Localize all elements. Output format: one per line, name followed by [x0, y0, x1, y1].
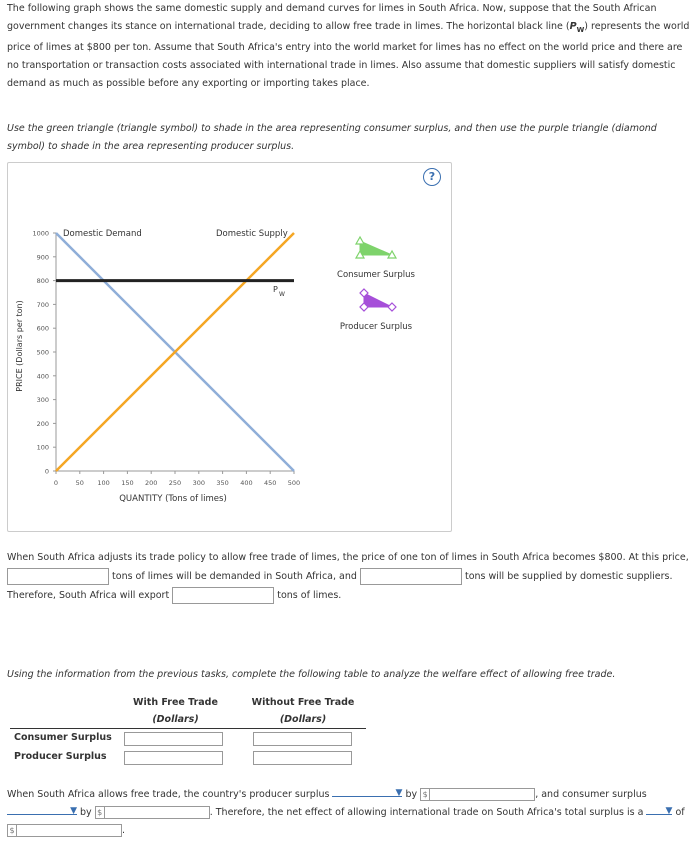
- quantity-demanded-input[interactable]: [7, 568, 109, 585]
- pw-subscript: W: [576, 25, 585, 34]
- row-consumer-surplus: Consumer Surplus: [14, 732, 112, 743]
- x-tick-label: 150: [121, 479, 134, 487]
- final-text-5: .: [122, 825, 126, 836]
- y-tick-label: 500: [36, 348, 49, 357]
- trade-paragraph: [7, 548, 692, 605]
- final-text-2: , and consumer surplus: [535, 789, 647, 800]
- cs-change-dropdown[interactable]: [7, 804, 77, 815]
- net-effect-dropdown[interactable]: [646, 804, 672, 815]
- final-paragraph: [7, 786, 697, 840]
- ps-change-input[interactable]: [429, 788, 535, 801]
- consumer-surplus-label: Consumer Surplus: [337, 270, 415, 280]
- x-tick-label: 0: [53, 479, 59, 487]
- by-label-2: by: [80, 807, 92, 818]
- x-tick-label: 400: [240, 479, 253, 487]
- x-tick-label: 350: [216, 479, 229, 487]
- x-tick-label: 250: [168, 479, 182, 487]
- col2-title: Without Free Trade: [251, 697, 355, 708]
- col2-sub: (Dollars): [279, 714, 327, 725]
- green-triangle-icon[interactable]: [360, 241, 392, 255]
- table-divider: [10, 728, 366, 729]
- pw-symbol: P: [569, 21, 577, 32]
- x-tick-label: 100: [97, 479, 110, 487]
- table-instruction: Using the information from the previous tasks, complete the following table to analyze the welfare effect of allowing free trade.: [7, 669, 616, 680]
- para2-text-3: tons will be supplied by domestic suppliers.: [464, 571, 673, 582]
- purple-diamond-icon[interactable]: [364, 293, 392, 307]
- y-tick-label: 0: [44, 467, 49, 476]
- final-text-4: of: [675, 807, 685, 818]
- intro-text-2: ) represents the world price of limes at $800 per ton. Assume that South Africa's entry into the world market for limes has no effect on the world price and there are no transportation or transaction costs associated with international trade in limes. Also assume that domestic suppliers will satisfy domestic demand as much as possible before any exporting or importing takes place.: [7, 21, 690, 89]
- col1-sub: (Dollars): [152, 714, 199, 725]
- demand-curve-label: Domestic Demand: [63, 229, 142, 239]
- export-quantity-input[interactable]: [172, 587, 274, 604]
- col-without-free-trade: [244, 694, 362, 728]
- para2-text-1: When South Africa adjusts its trade policy to allow free trade of limes, the price of one ton of limes in South Africa becomes $800. At this price,: [7, 552, 689, 563]
- ps-change-dropdown[interactable]: [332, 786, 402, 797]
- cs-change-input[interactable]: [104, 806, 210, 819]
- y-tick-label: 900: [36, 253, 49, 262]
- cs-without-trade-input[interactable]: [253, 732, 352, 746]
- y-tick-label: 700: [36, 300, 49, 309]
- ps-without-trade-input[interactable]: [253, 751, 352, 765]
- supply-demand-graph[interactable]: [8, 163, 451, 531]
- quantity-supplied-input[interactable]: [360, 568, 462, 585]
- pw-line-label: P: [273, 285, 278, 294]
- x-tick-label: 50: [75, 479, 84, 487]
- final-text-1: When South Africa allows free trade, the country's producer surplus: [7, 789, 330, 800]
- x-tick-label: 500: [287, 479, 301, 487]
- net-effect-input[interactable]: [16, 824, 122, 837]
- final-text-3: . Therefore, the net effect of allowing international trade on South Africa's total surplus is a: [209, 807, 644, 818]
- y-axis-label: PRICE (Dollars per ton): [15, 300, 24, 392]
- producer-surplus-tool[interactable]: [360, 289, 396, 311]
- cs-with-trade-input[interactable]: [124, 732, 223, 746]
- y-tick-label: 400: [36, 372, 49, 381]
- cs-change-amount[interactable]: [95, 806, 210, 819]
- by-label-1: by: [405, 789, 418, 800]
- ps-with-trade-input[interactable]: [124, 751, 223, 765]
- x-tick-label: 200: [144, 479, 158, 487]
- chevron-down-icon: ▼: [70, 806, 77, 816]
- ps-change-amount[interactable]: [420, 788, 535, 801]
- graph-instruction: Use the green triangle (triangle symbol) to shade in the area representing consumer surplus, and then use the purple triangle (diamond symbol) to shade in the area representing producer surplus.: [7, 123, 657, 152]
- graph-panel[interactable]: [7, 162, 452, 532]
- y-tick-label: 300: [36, 396, 49, 405]
- chevron-down-icon: ▼: [665, 806, 673, 816]
- para2-text-5: tons of limes.: [277, 590, 342, 601]
- help-icon[interactable]: ?: [423, 168, 441, 186]
- pw-line-label-sub: W: [279, 291, 285, 298]
- net-effect-amount[interactable]: [7, 824, 122, 837]
- y-tick-label: 600: [36, 324, 49, 333]
- x-tick-label: 300: [192, 479, 206, 487]
- x-tick-label: 450: [263, 479, 277, 487]
- col1-title: With Free Trade: [133, 697, 218, 708]
- col-with-free-trade: [124, 694, 227, 728]
- dollar-sign: $: [95, 806, 104, 819]
- row-producer-surplus: Producer Surplus: [14, 751, 107, 762]
- para2-text-2: tons of limes will be demanded in South Africa, and: [112, 571, 357, 582]
- y-tick-label: 100: [36, 443, 49, 452]
- x-axis-label: QUANTITY (Tons of limes): [119, 494, 227, 504]
- y-tick-label: 800: [36, 277, 49, 286]
- supply-curve-label: Domestic Supply: [216, 229, 288, 239]
- intro-text-1: The following graph shows the same domestic supply and demand curves for limes in South Africa. Now, suppose that the South African government changes its stance on international trade, deciding to allow free trade in limes. The horizontal black line (: [7, 3, 657, 32]
- y-tick-label: 1000: [32, 229, 49, 238]
- dollar-sign: $: [7, 824, 16, 837]
- para2-text-4: Therefore, South Africa will export: [7, 590, 170, 601]
- consumer-surplus-tool[interactable]: [356, 237, 396, 258]
- dollar-sign: $: [420, 788, 429, 801]
- chevron-down-icon: ▼: [395, 788, 403, 798]
- y-tick-label: 200: [36, 419, 49, 428]
- producer-surplus-label: Producer Surplus: [339, 322, 413, 332]
- intro-paragraph: [7, 0, 692, 93]
